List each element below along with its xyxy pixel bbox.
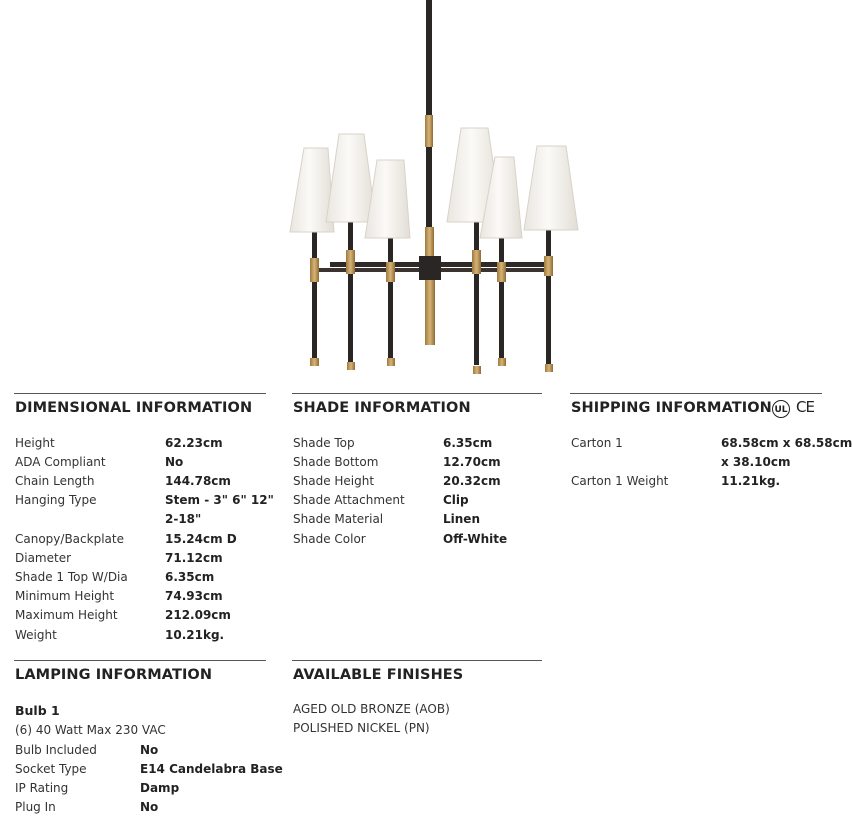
row-label: Bulb Included: [15, 743, 97, 757]
dimensional-rule: [14, 393, 266, 394]
ul-mark-text: UL: [774, 405, 788, 415]
row-label: Shade Height: [293, 474, 375, 488]
row-label: Shade Attachment: [293, 493, 405, 507]
lamping-rule: [14, 660, 266, 661]
row-value: No: [165, 455, 184, 469]
row-label: ADA Compliant: [15, 455, 106, 469]
bulb-title: Bulb 1: [15, 703, 60, 718]
row-label: Carton 1: [571, 436, 623, 450]
bulb-description: (6) 40 Watt Max 230 VAC: [15, 723, 166, 737]
row-label: Hanging Type: [15, 493, 97, 507]
row-value: Stem - 3" 6" 12": [165, 493, 274, 507]
row-label: Shade Bottom: [293, 455, 379, 469]
row-value: 10.21kg.: [165, 628, 225, 642]
row-label: Socket Type: [15, 762, 87, 776]
row-value: 11.21kg.: [721, 474, 781, 488]
row-label: Chain Length: [15, 474, 95, 488]
row-value: 6.35cm: [165, 570, 215, 584]
row-value: No: [140, 800, 159, 814]
row-label: Minimum Height: [15, 589, 115, 603]
ul-listed-icon: [772, 400, 790, 418]
row-value: Off-White: [443, 532, 508, 546]
row-value: Linen: [443, 512, 480, 526]
row-value: Damp: [140, 781, 180, 795]
row-label: Shade Color: [293, 532, 366, 546]
row-value-cont: x 38.10cm: [721, 455, 791, 469]
row-value: 71.12cm: [165, 551, 223, 565]
row-label: Shade 1 Top W/Dia: [15, 570, 128, 584]
lamping-heading: LAMPING INFORMATION: [15, 667, 213, 683]
row-label: Shade Top: [293, 436, 355, 450]
finish-item: POLISHED NICKEL (PN): [293, 721, 430, 735]
ce-mark-icon: CE: [796, 398, 814, 416]
shade-heading: SHADE INFORMATION: [293, 400, 471, 416]
row-label: Plug In: [15, 800, 56, 814]
row-label: Height: [15, 436, 55, 450]
row-label: Shade Material: [293, 512, 384, 526]
row-value: 144.78cm: [165, 474, 231, 488]
row-value: 212.09cm: [165, 608, 231, 622]
row-value-cont: 2-18": [165, 512, 202, 526]
row-value: 68.58cm x 68.58cm: [721, 436, 852, 450]
row-value: 6.35cm: [443, 436, 493, 450]
finish-item: AGED OLD BRONZE (AOB): [293, 702, 450, 716]
row-label: IP Rating: [15, 781, 69, 795]
row-label: Carton 1 Weight: [571, 474, 669, 488]
row-value: 20.32cm: [443, 474, 501, 488]
shade-rule: [292, 393, 542, 394]
row-value: 12.70cm: [443, 455, 501, 469]
row-label: Maximum Height: [15, 608, 118, 622]
finishes-rule: [292, 660, 542, 661]
dimensional-heading: DIMENSIONAL INFORMATION: [15, 400, 253, 416]
row-value: Clip: [443, 493, 469, 507]
shipping-rule: [570, 393, 822, 394]
row-label: Diameter: [15, 551, 72, 565]
row-value: 15.24cm D: [165, 532, 237, 546]
row-value: 62.23cm: [165, 436, 223, 450]
finishes-heading: AVAILABLE FINISHES: [293, 667, 464, 683]
row-label: Canopy/Backplate: [15, 532, 124, 546]
shipping-heading: SHIPPING INFORMATION: [571, 400, 772, 416]
row-label: Weight: [15, 628, 57, 642]
chandelier-illustration: [280, 0, 590, 380]
row-value: E14 Candelabra Base: [140, 762, 283, 776]
row-value: 74.93cm: [165, 589, 223, 603]
row-value: No: [140, 743, 159, 757]
